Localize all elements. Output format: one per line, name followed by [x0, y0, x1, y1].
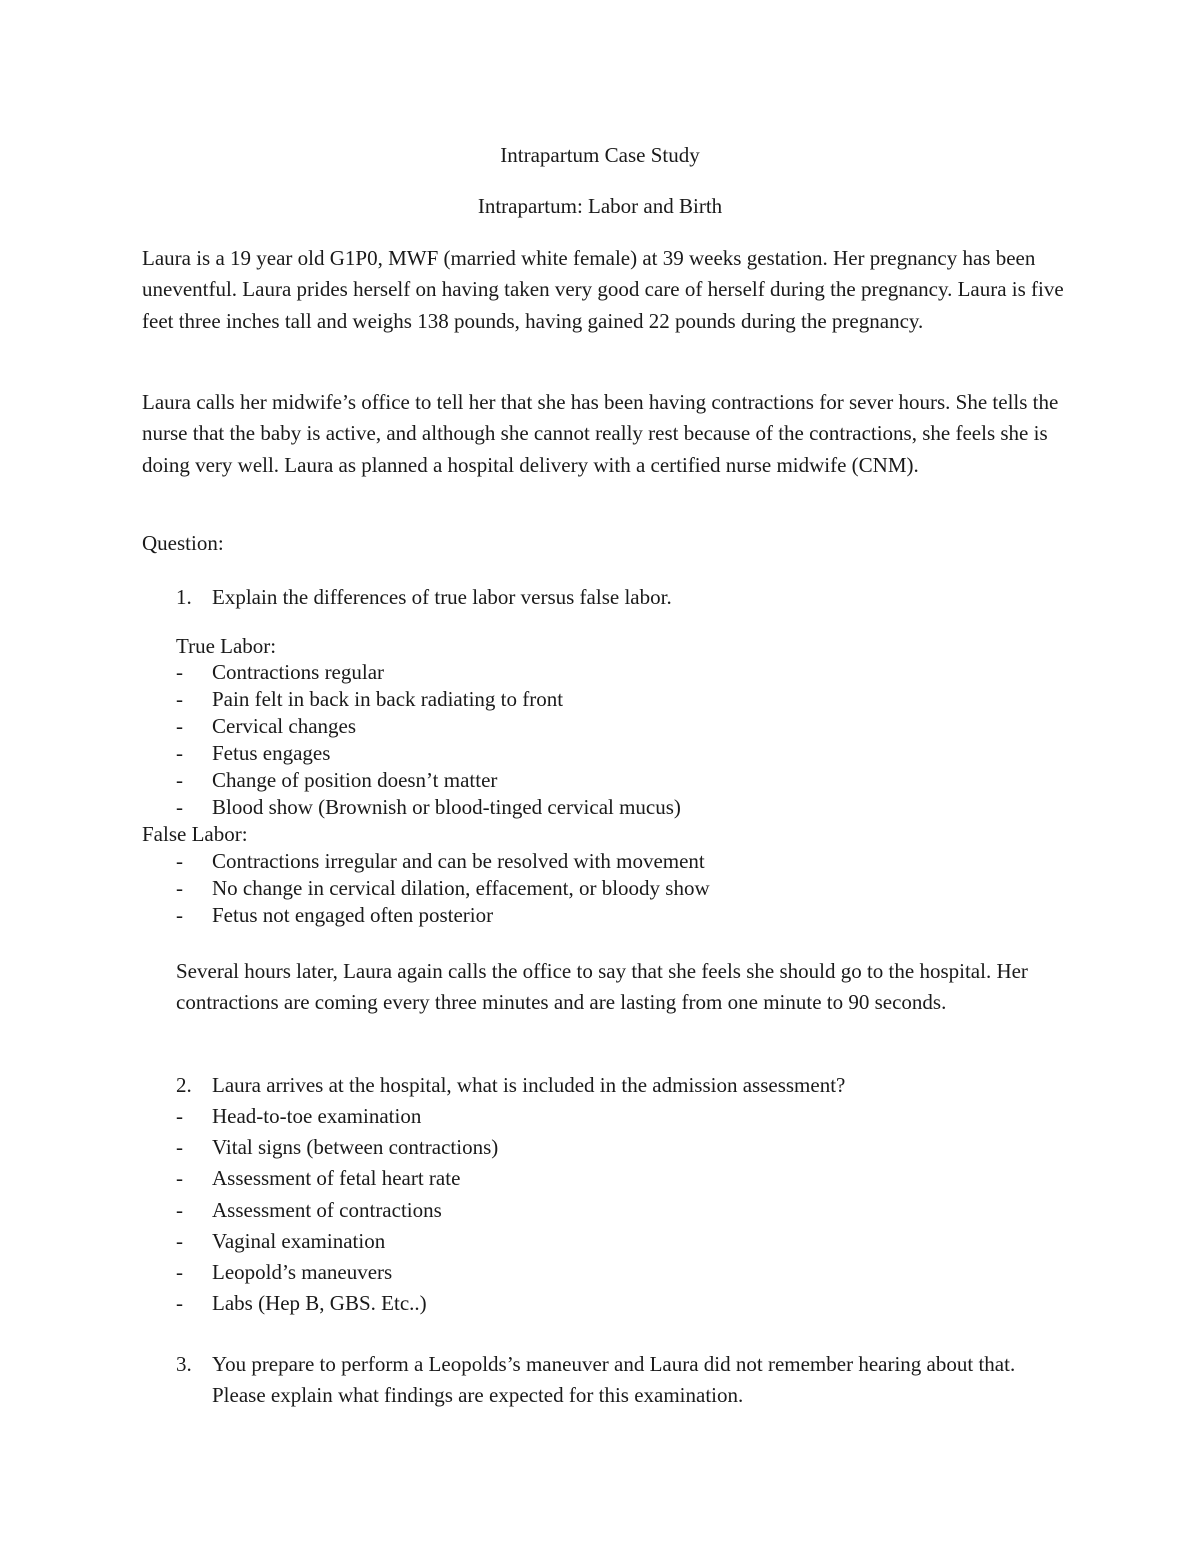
list-item [176, 875, 710, 902]
list-item [176, 794, 681, 821]
list-item [176, 659, 681, 686]
question-text: Explain the differences of true labor versus false labor. [212, 585, 672, 609]
list-item [176, 1132, 498, 1163]
dash-bullet: - [176, 660, 183, 684]
question-number: 3. [176, 1352, 192, 1376]
list-item [176, 1101, 498, 1132]
case-paragraph-call: Laura calls her midwife’s office to tell her that she has been having contractions for sever hours. She tells the nurse that the baby is active, and although she cannot really rest because of the contractions, she feels she is doing very well. Laura as planned a hospital delivery with a certified nurse midwife (CNM). [142, 390, 1059, 477]
list-item [176, 848, 710, 875]
list-item-text: Blood show (Brownish or blood-tinged cervical mucus) [212, 795, 681, 819]
list-item [176, 1226, 498, 1257]
list-item-text: Contractions regular [212, 660, 385, 684]
list-item [176, 740, 681, 767]
list-item [176, 1257, 498, 1288]
dash-bullet: - [176, 1104, 183, 1128]
dash-bullet: - [176, 1228, 183, 1253]
dash-bullet: - [176, 1135, 183, 1160]
list-item-text: Fetus not engaged often posterior [212, 903, 494, 927]
dash-bullet: - [176, 1197, 183, 1222]
dash-bullet: - [176, 795, 183, 819]
dash-bullet: - [176, 876, 183, 900]
question-1 [176, 582, 1066, 613]
question-2 [176, 1070, 1066, 1101]
list-item-text: Assessment of contractions [212, 1197, 442, 1222]
list-item-text: Vital signs (between contractions) [212, 1135, 499, 1160]
question-number: 2. [176, 1073, 192, 1097]
list-item-text: Change of position doesn’t matter [212, 768, 498, 792]
admission-assessment-list [176, 1101, 498, 1319]
question-3 [176, 1349, 1066, 1412]
list-item [176, 1163, 498, 1194]
list-item-text: Fetus engages [212, 741, 331, 765]
list-item-text: Contractions irregular and can be resolved with movement [212, 849, 705, 873]
list-item-text: Cervical changes [212, 714, 357, 738]
document-title: Intrapartum Case Study [500, 143, 700, 167]
false-labor-label: False Labor: [142, 822, 248, 846]
list-item [176, 767, 681, 794]
dash-bullet: - [176, 741, 183, 765]
list-item-text: Pain felt in back in back radiating to front [212, 687, 564, 711]
list-item-text: Head-to-toe examination [212, 1104, 422, 1128]
case-paragraph-update: Several hours later, Laura again calls the office to say that she feels she should go to the hospital. Her contractions are coming every three minutes and are lasting from one minute to 90 seconds. [176, 959, 1028, 1015]
list-item [176, 902, 710, 929]
dash-bullet: - [176, 1166, 183, 1191]
dash-bullet: - [176, 1259, 183, 1284]
question-text: Laura arrives at the hospital, what is included in the admission assessment? [212, 1073, 846, 1097]
document-subtitle: Intrapartum: Labor and Birth [477, 194, 723, 218]
list-item-text: No change in cervical dilation, effacement, or bloody show [212, 876, 710, 900]
list-item [176, 686, 681, 713]
list-item [176, 1195, 498, 1226]
list-item-text: Leopold’s maneuvers [212, 1259, 393, 1284]
dash-bullet: - [176, 714, 183, 738]
question-label: Question: [142, 531, 224, 555]
list-item [176, 713, 681, 740]
list-item-text: Vaginal examination [212, 1228, 386, 1253]
question-number: 1. [176, 585, 192, 609]
dash-bullet: - [176, 687, 183, 711]
list-item [176, 1288, 498, 1319]
dash-bullet: - [176, 903, 183, 927]
dash-bullet: - [176, 1291, 183, 1316]
case-paragraph-intro: Laura is a 19 year old G1P0, MWF (married white female) at 39 weeks gestation. Her pregnancy has been uneventful. Laura prides herself on having taken very good care of herself during the pregnancy. Laura is five feet three inches tall and weighs 138 pounds, having gained 22 pounds during the pregnancy. [142, 246, 1064, 333]
list-item-text: Labs (Hep B, GBS. Etc..) [212, 1291, 427, 1316]
false-labor-list [176, 848, 710, 929]
dash-bullet: - [176, 849, 183, 873]
true-labor-label: True Labor: [176, 634, 277, 658]
list-item-text: Assessment of fetal heart rate [212, 1166, 461, 1191]
question-text: You prepare to perform a Leopolds’s maneuver and Laura did not remember hearing about that. Please explain what findings are expected for this examination. [212, 1352, 1016, 1408]
dash-bullet: - [176, 768, 183, 792]
true-labor-list [176, 659, 681, 821]
